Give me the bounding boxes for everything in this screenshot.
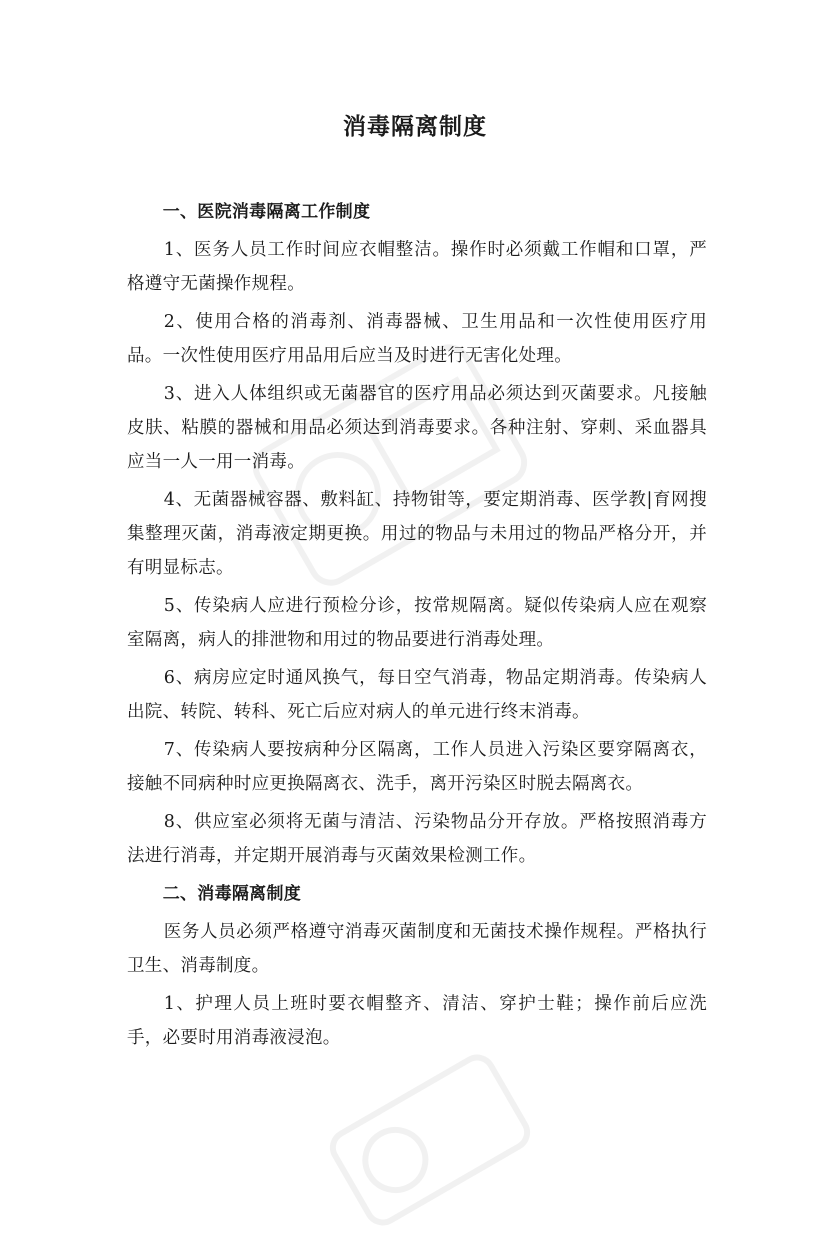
paragraph: 1、医务人员工作时间应衣帽整洁。操作时必须戴工作帽和口罩，严格遵守无菌操作规程。	[127, 240, 707, 294]
paragraph: 5、传染病人应进行预检分诊，按常规隔离。疑似传染病人应在观察室隔离，病人的排泄物和用过的物品要进行消毒处理。	[127, 596, 707, 650]
paragraph: 4、无菌器械容器、敷料缸、持物钳等，要定期消毒、医学教|育网搜集整理灭菌，消毒液定期更换。用过的物品与未用过的物品严格分开，并有明显标志。	[127, 490, 707, 578]
paragraph: 6、病房应定时通风换气，每日空气消毒，物品定期消毒。传染病人出院、转院、转科、死亡后应对病人的单元进行终末消毒。	[127, 668, 707, 722]
paragraph: 3、进入人体组织或无菌器官的医疗用品必须达到灭菌要求。凡接触皮肤、粘膜的器械和用品必须达到消毒要求。各种注射、穿刺、采血器具应当一人一用一消毒。	[127, 384, 707, 472]
paragraph: 8、供应室必须将无菌与清洁、污染物品分开存放。严格按照消毒方法进行消毒，并定期开展消毒与灭菌效果检测工作。	[127, 812, 707, 866]
paragraph: 1、护理人员上班时要衣帽整齐、清洁、穿护士鞋；操作前后应洗手，必要时用消毒液浸泡。	[127, 994, 707, 1048]
section-heading-1: 一、医院消毒隔离工作制度	[162, 202, 371, 222]
paragraph: 2、使用合格的消毒剂、消毒器械、卫生用品和一次性使用医疗用品。一次性使用医疗用品用后应当及时进行无害化处理。	[127, 312, 707, 366]
paragraph: 医务人员必须严格遵守消毒灭菌制度和无菌技术操作规程。严格执行卫生、消毒制度。	[127, 922, 707, 976]
paragraph: 7、传染病人要按病种分区隔离，工作人员进入污染区要穿隔离衣，接触不同病种时应更换隔离衣、洗手，离开污染区时脱去隔离衣。	[127, 740, 707, 794]
document-title: 消毒隔离制度	[343, 113, 487, 140]
watermark-logo-bottom	[313, 1038, 546, 1242]
document-body	[127, 195, 707, 1059]
section-heading-2: 二、消毒隔离制度	[162, 884, 302, 904]
